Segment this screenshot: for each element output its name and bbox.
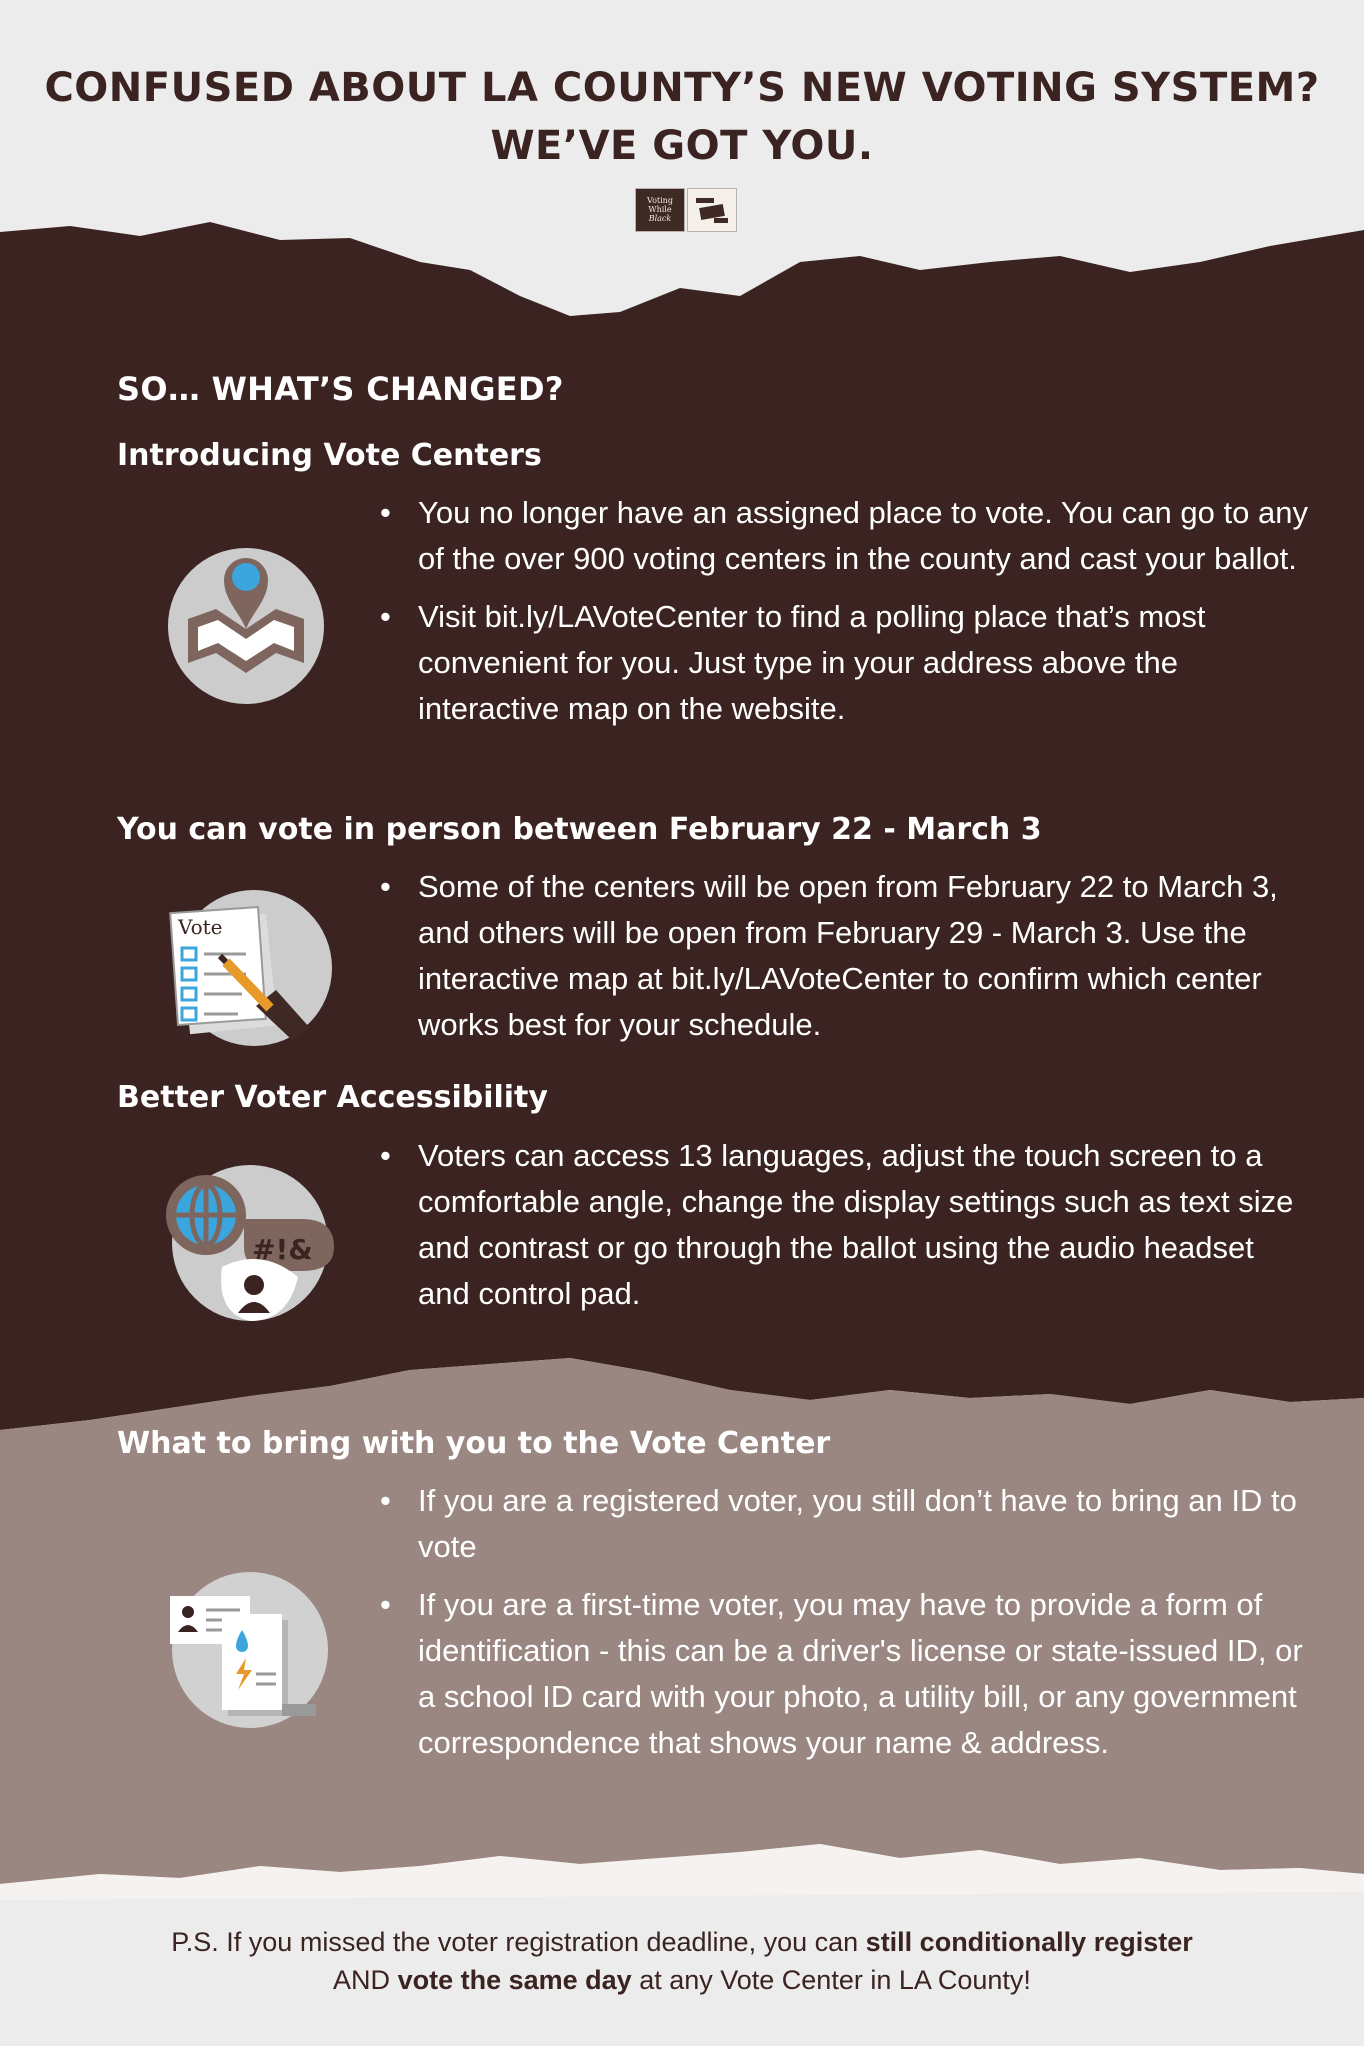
ps-note bbox=[150, 1923, 1214, 1999]
partner-logo bbox=[687, 188, 737, 232]
what-to-bring-heading: What to bring with you to the Vote Center bbox=[117, 1426, 831, 1461]
ballot-icon bbox=[166, 888, 332, 1048]
ps-text: at any Vote Center in LA County! bbox=[639, 1965, 1031, 1995]
ps-emphasis: vote the same day bbox=[397, 1965, 632, 1995]
list-item: • You no longer have an assigned place to vote. You can go to any of the over 900 voting centers in the county and cast your ballot. bbox=[380, 490, 1310, 582]
in-person-bullets bbox=[380, 864, 1310, 1048]
list-item: • If you are a first-time voter, you may have to provide a form of identification - this can be a driver's license or state-issued ID, or a school ID card with your photo, a utility bill, or any government correspondence that shows your name & address. bbox=[380, 1582, 1310, 1766]
list-item: • If you are a registered voter, you still don’t have to bring an ID to vote bbox=[380, 1478, 1310, 1570]
page-subtitle: WE’VE GOT YOU. bbox=[490, 123, 874, 169]
section-title-changes: SO… WHAT’S CHANGED? bbox=[117, 370, 564, 408]
what-to-bring-bullets bbox=[380, 1478, 1310, 1766]
in-person-heading: You can vote in person between February 22 - March 3 bbox=[117, 812, 1042, 847]
page-title: CONFUSED ABOUT LA COUNTY’S NEW VOTING SYSTEM? bbox=[44, 65, 1320, 111]
list-item: • Voters can access 13 languages, adjust the touch screen to a comfortable angle, change the display settings such as text size and contrast or go through the ballot using the audio headset and control pad. bbox=[380, 1133, 1310, 1317]
accessibility-heading: Better Voter Accessibility bbox=[117, 1080, 548, 1115]
logo-word: Voting bbox=[647, 196, 673, 205]
logo-word: While bbox=[648, 205, 672, 214]
ps-emphasis: still conditionally register bbox=[865, 1927, 1193, 1957]
vote-centers-heading: Introducing Vote Centers bbox=[117, 438, 542, 473]
vote-centers-bullets bbox=[380, 490, 1310, 732]
map-pin-icon bbox=[166, 545, 326, 707]
ps-text: P.S. If you missed the voter registration deadline, you can bbox=[171, 1927, 859, 1957]
list-item: • Some of the centers will be open from February 22 to March 3, and others will be open from February 29 - March 3. Use the interactive map at bit.ly/LAVoteCenter to confirm which center works best for your schedule. bbox=[380, 864, 1310, 1048]
ballot-label: Vote bbox=[178, 915, 223, 939]
id-documents-icon bbox=[166, 1570, 330, 1730]
language-globe-icon bbox=[162, 1163, 334, 1323]
ps-text: AND bbox=[333, 1965, 391, 1995]
list-item: • Visit bit.ly/LAVoteCenter to find a polling place that’s most convenient for you. Just type in your address above the interactive map on the website. bbox=[380, 594, 1310, 732]
logo-word: Black bbox=[648, 214, 672, 223]
voting-while-black-logo bbox=[635, 188, 685, 232]
partner-logo-graphic bbox=[688, 189, 736, 231]
symbols-label: #!& bbox=[252, 1233, 313, 1266]
accessibility-bullets bbox=[380, 1133, 1310, 1317]
